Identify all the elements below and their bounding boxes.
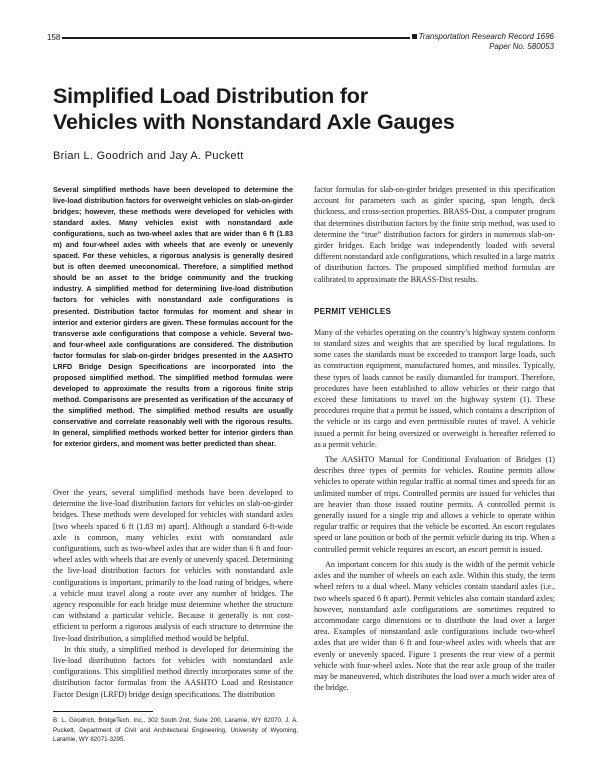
abstract-text: Several simplified methods have been developed to determine the live-load distribution factors for overweight vehicles on slab-on-girder bridges; however, these methods were developed for vehicles with standard axles. Many vehicles exist with nonstandard axle configurations, such as two-wheel axles that are wider than 6 ft (1.83 m) and four-wheel axles with wheels that are evenly or unevenly spaced. For these vehicles, a rigorous analysis is generally desired but is often deemed uneconomical. Therefore, a simplified method should be an asset to the bridge community and the trucking industry. A simplified method for determining live-load distribution factors for vehicles with nonstandard axle configurations is presented. Distribution factor formulas for moment and shear in interior and exterior girders are given. These formulas account for the transverse axle configurations that compose a vehicle. Several two- and four-wheel axle configurations are considered. The distribution factor formulas for slab-on-girder bridges presented in the AASHTO LRFD Bridge Design Specifications are incorporated into the proposed simplified method. The simplified method formulas were developed to approximate the results from a rigorous finite strip method. Comparisons are presented as verification of the accuracy of the simplified method. The simplified method results are usually conservative and correlate reasonably well with the rigorous results. In general, simplified methods worked better for interior girders than for exterior girders, and moment was better predicted than shear. — [53, 185, 293, 449]
section-heading: PERMIT VEHICLES — [314, 306, 392, 316]
abstract — [53, 184, 293, 449]
footnote-rule — [53, 711, 153, 712]
body-paragraph: The AASHTO Manual for Conditional Evaluation of Bridges (1) describes three types of permits for vehicles. Routine permits allow vehicles to operate within regular traffic at normal times and speeds for an unlimited number of trips. Controlled permits are issued for vehicles that are heavier than those issued routine permits. A controlled permit is generally issued for a single trip and allows a vehicle to operate within regular traffic or requires that the vehicle be escorted. An escort regulates speed or lane position or both of the permit vehicle during its trip. When a controlled permit vehicle requires an escort, an escort permit is issued. — [314, 455, 555, 554]
paper-title — [53, 83, 553, 135]
body-paragraph: Over the years, several simplified methods have been developed to determine the live-load distribution factors for vehicles on slab-on-girder bridges. These methods were developed for vehicles with standard axles [two wheels spaced 6 ft (1.83 m) apart]. Although a standard 6-ft-wide axle is common, many vehicles exist with nonstandard axle configurations, such as two-wheel axles that are wider than 6 ft and four-wheel axles with wheels that are evenly or unevenly spaced. Determining the live-load distribution factors for vehicles with nonstandard axle configurations is important, primarily to the load rating of bridges, where a vehicle must travel along a route over any number of bridges. The agency responsible for each bridge must determine whether the structure can withstand a particular vehicle. Because it generally is not cost-efficient to perform a rigorous analysis of each structure to determine the live-load distribution, a simplified method would be helpful. — [53, 488, 293, 643]
square-bullet-icon — [412, 34, 417, 39]
body-paragraph: Many of the vehicles operating on the country’s highway system conform to standard sizes and weights that are specified by local regulations. In some cases the standards must be exceeded to transport large loads, such as construction equipment, manufactured homes, and missiles. Typically, these types of loads cannot be easily dismantled for transport. Therefore, procedures have been established to allow vehicles or their cargo that exceed these limitations to travel on the highway system (1). These procedures require that a permit be issued, which contains a description of the vehicle or its cargo and even permissible routes of travel. A vehicle issued a permit for being oversized or overweight is hereafter referred to as a permit vehicle. — [314, 327, 555, 449]
journal-header — [412, 32, 554, 52]
footnote-text: B. L. Goodrich, BridgeTech, Inc., 302 South 2nd, Suite 200, Laramie, WY 82070. J. A. Puckett, Department of Civil and Architectural Engineering, University of Wyoming, Laramie, WY 82071-3295. — [53, 717, 298, 744]
body-left-column — [53, 487, 293, 700]
title-line-2: Vehicles with Nonstandard Axle Gauges — [53, 110, 455, 134]
author-footnote — [53, 716, 298, 745]
body-right-column — [314, 184, 555, 693]
journal-name: Transportation Research Record 1696 — [412, 32, 554, 42]
title-line-1: Simplified Load Distribution for — [53, 84, 368, 108]
page-number: 158 — [47, 33, 61, 42]
paper-number: Paper No. 580053 — [489, 42, 554, 51]
header-rule — [62, 37, 410, 39]
authors: Brian L. Goodrich and Jay A. Puckett — [53, 150, 244, 162]
body-paragraph: An important concern for this study is the width of the permit vehicle axles and the number of wheels on each axle. Within this study, the term wheel refers to a dual wheel. Many vehicles contain standard axles (i.e., two wheels spaced 6 ft apart). Permit vehicles also contain standard axles; however, nonstandard axle configurations are sometimes required to accommodate cargo dimensions or to distribute the load over a larger area. Examples of nonstandard axle configurations include two-wheel axles that are wider than 6 ft and four-wheel axles with wheels that are evenly or unevenly spaced. Figure 1 presents the rear view of a permit vehicle with four-wheel axles. Note that the rear axle group of the trailer may be maneuvered, which distributes the load over a much wider area of the bridge. — [314, 559, 555, 693]
body-paragraph: In this study, a simplified method is developed for determining the live-load distribution factors for vehicles with nonstandard axle configurations. This simplified method directly incorporates some of the distribution factor formulas from the AASHTO Load and Resistance Factor Design (LRFD) bridge design specifications. The distribution — [53, 644, 293, 699]
body-paragraph: factor formulas for slab-on-girder bridges presented in this specification account for parameters such as girder spacing, span length, deck thickness, and cross-section properties. BRASS-Dist, a computer program that determines distribution factors by the finite strip method, was used to determine the “true” distribution factors for girders in numerous slab-on-girder bridges. Each bridge was independently loaded with several different nonstandard axle configurations, which resulted in a large matrix of distribution factors. The proposed simplified method formulas are calibrated to approximate the BRASS-Dist results. — [314, 185, 555, 284]
